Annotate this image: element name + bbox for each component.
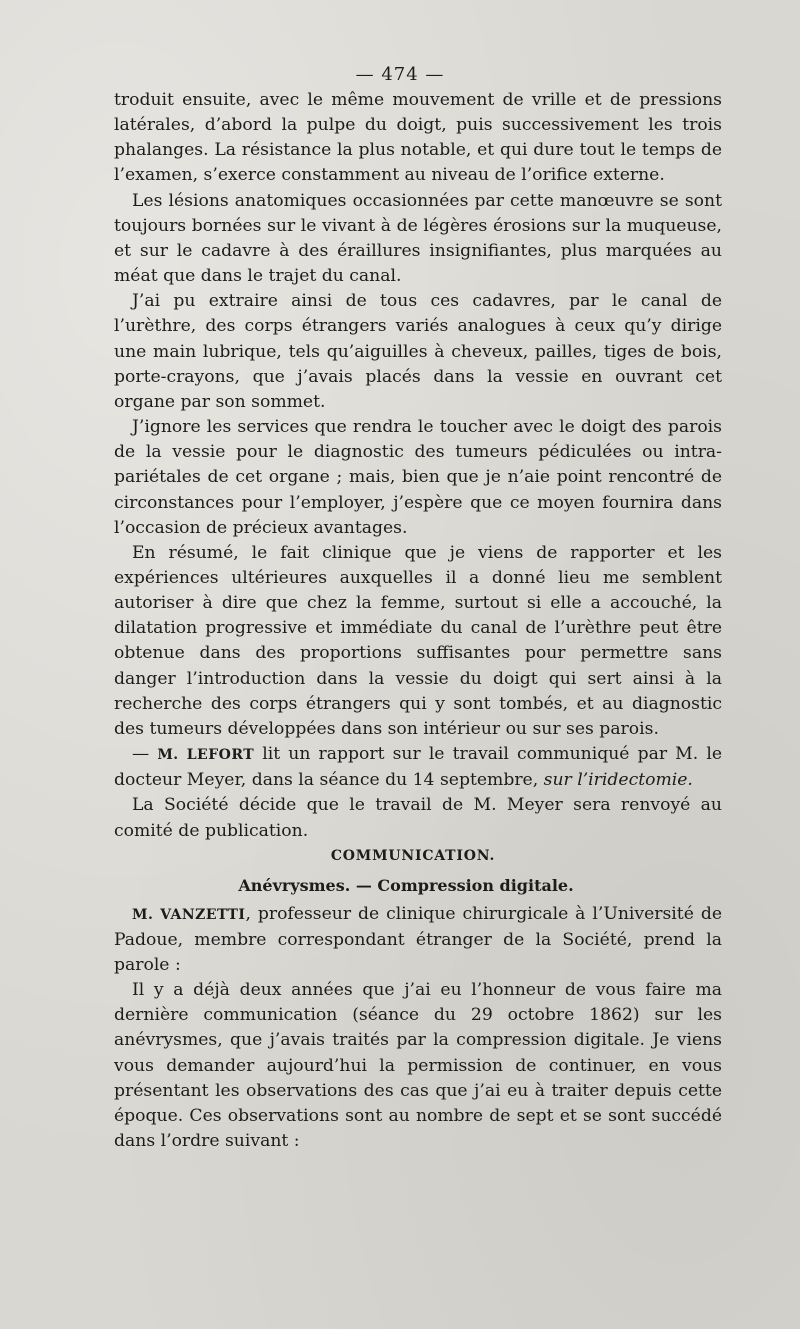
paragraph-4: J’ignore les services que rendra le toucher avec le doigt des parois de la vessie pour le diagnostic des tumeurs pédiculées ou intra-pariétales de cet organe ; mais, bien que je n’aie point rencontré de circonstances pour l’employer, j’espère que ce moyen fournira dans l’occasion de précieux avantages. xyxy=(114,417,722,538)
paragraph-2: Les lésions anatomiques occasionnées par cette manœuvre se sont toujours bornées sur le vivant à de légères érosions sur la muqueuse, et sur le cadavre à des éraillures insignifiantes, plus marquées au méat que dans le trajet du canal. xyxy=(114,190,722,287)
speaker-name-vanzetti: M. VANZETTI xyxy=(132,906,246,923)
section-heading: COMMUNICATION. xyxy=(330,847,496,864)
paragraph-vanzetti-intro xyxy=(114,902,722,978)
page-number: — 474 — xyxy=(355,64,445,85)
paragraph-5: En résumé, le fait clinique que je viens de rapporter et les expériences ultérieures auxquelles il a donné lieu me semblent autoriser à dire que chez la femme, surtout si elle a accouché, la dilatation progressive et immédiate du canal de l’urèthre peut être obtenue dans des proportions suffisantes pour permettre sans danger l’introduction dans la vessie du doigt qui sert ainsi à la recherche des corps étrangers qui y sont tombés, et au diagnostic des tumeurs développées dans son intérieur ou sur ses parois. xyxy=(114,542,722,739)
dash: — xyxy=(132,744,158,765)
paragraph-3: J’ai pu extraire ainsi de tous ces cadavres, par le canal de l’urèthre, des corps étrangers variés analogues à ceux qu’y dirige une main lubrique, tels qu’aiguilles à cheveux, pailles, tiges de bois, porte-crayons, que j’avais placés dans la vessie en ouvrant cet organe par son sommet. xyxy=(114,291,722,412)
paragraph-vanzetti-speech: Il y a déjà deux années que j’ai eu l’honneur de vous faire ma dernière communication (séance du 29 octobre 1862) sur les anévrysmes, que j’avais traités par la compression digitale. Je viens vous demander aujourd’hui la permission de continuer, en vous présentant les observations des cas que j’ai eu à traiter depuis cette époque. Ces observations sont au nombre de sept et se sont succédé dans l’ordre suivant : xyxy=(114,980,722,1152)
paragraph-lefort-report xyxy=(114,742,722,793)
paragraph-1: troduit ensuite, avec le même mouvement de vrille et de pressions latérales, d’abord la pulpe du doigt, puis successivement les trois phalanges. La résistance la plus notable, et qui dure tout le temps de l’examen, s’exerce constamment au niveau de l’orifice externe. xyxy=(114,90,722,186)
report-topic: sur l’iridectomie. xyxy=(543,770,693,791)
body-text xyxy=(114,88,722,1154)
subsection-heading: Anévrysmes. — Compression digitale. xyxy=(238,875,574,895)
vanzetti-intro-text: , professeur de clinique chirurgicale à l’Université de Padoue, membre correspondant étranger de la Société, prend la parole : xyxy=(114,903,722,975)
paragraph-society-decision: La Société décide que le travail de M. Meyer sera renvoyé au comité de publication. xyxy=(114,795,722,841)
speaker-name-lefort: M. LEFORT xyxy=(157,747,255,764)
lefort-report-text: lit un rapport sur le travail communiqué par M. le docteur Meyer, dans la séance du 14 septembre, xyxy=(114,744,723,791)
